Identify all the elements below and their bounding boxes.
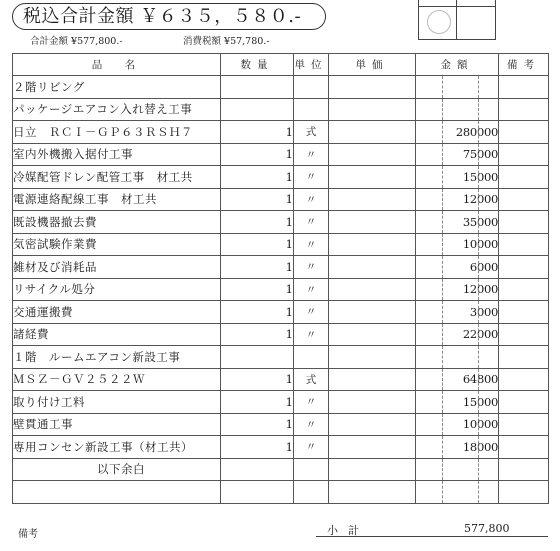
stamp-cell-2: [457, 0, 495, 40]
table-row: [13, 458, 549, 481]
table-row: [13, 413, 549, 436]
amount-cell: 3000: [416, 301, 499, 324]
amount-cell: 22000: [416, 323, 499, 346]
consumption-tax: 消費税額 ¥57,780.-: [183, 36, 270, 47]
table-row: [13, 256, 549, 279]
item-name-cell: [13, 481, 221, 504]
column-header-amount: 金額: [416, 54, 499, 76]
unit-cell: 〃: [294, 301, 329, 324]
remarks-cell: [499, 166, 549, 189]
unit-price-cell: [329, 481, 416, 504]
column-header-unit-price: 単価: [329, 54, 416, 76]
item-name-cell: 取り付け工料: [13, 391, 221, 414]
table-header-row: [13, 54, 549, 76]
amount-cell: [416, 481, 499, 504]
remarks-cell: [499, 458, 549, 481]
item-name-cell: 交通運搬費: [13, 301, 221, 324]
item-name-cell: １階 ルームエアコン新設工事: [13, 346, 221, 369]
item-name-cell: リサイクル処分: [13, 278, 221, 301]
item-name-cell: 雑材及び消耗品: [13, 256, 221, 279]
remarks-cell: [499, 368, 549, 391]
unit-cell: 〃: [294, 143, 329, 166]
item-name-cell: 既設機器撤去費: [13, 211, 221, 234]
stamp-cell-1: [419, 0, 457, 40]
unit-price-cell: [329, 391, 416, 414]
quantity-cell: 1: [221, 301, 294, 324]
table-row: [13, 76, 549, 99]
remarks-cell: [499, 98, 549, 121]
remarks-cell: [499, 188, 549, 211]
item-name-cell: 冷媒配管ドレン配管工事 材工共: [13, 166, 221, 189]
table-row: [13, 301, 549, 324]
unit-price-cell: [329, 413, 416, 436]
table-row: [13, 98, 549, 121]
quantity-cell: 1: [221, 278, 294, 301]
quantity-cell: [221, 481, 294, 504]
item-name-cell: 室内外機搬入据付工事: [13, 143, 221, 166]
unit-cell: 〃: [294, 278, 329, 301]
unit-price-cell: [329, 188, 416, 211]
column-header-item-name: 品 名: [13, 54, 221, 76]
remarks-cell: [499, 436, 549, 459]
item-name-cell: ２階リビング: [13, 76, 221, 99]
amount-cell: 10000: [416, 413, 499, 436]
amount-cell: 75000: [416, 143, 499, 166]
remarks-cell: [499, 413, 549, 436]
quantity-cell: 1: [221, 413, 294, 436]
estimate-table: [12, 53, 549, 504]
column-header-remarks: 備考: [499, 54, 549, 76]
subtotal-underline: [316, 536, 548, 537]
remarks-cell: [499, 233, 549, 256]
unit-cell: [294, 346, 329, 369]
unit-cell: 式: [294, 368, 329, 391]
unit-cell: 〃: [294, 413, 329, 436]
unit-price-cell: [329, 458, 416, 481]
quantity-cell: 1: [221, 368, 294, 391]
table-row: [13, 391, 549, 414]
seal-mark: [427, 10, 451, 34]
table-row: [13, 233, 549, 256]
remarks-cell: [499, 76, 549, 99]
table-row: [13, 166, 549, 189]
item-name-cell: 電源連絡配線工事 材工共: [13, 188, 221, 211]
unit-cell: 〃: [294, 436, 329, 459]
item-name-cell: 壁貫通工事: [13, 413, 221, 436]
table-row: [13, 143, 549, 166]
unit-price-cell: [329, 436, 416, 459]
amount-cell: 12000: [416, 278, 499, 301]
amount-cell: 6000: [416, 256, 499, 279]
unit-price-cell: [329, 166, 416, 189]
amount-cell: 15000: [416, 391, 499, 414]
amount-cell: [416, 76, 499, 99]
quantity-cell: 1: [221, 436, 294, 459]
amount-cell: 64800: [416, 368, 499, 391]
remarks-cell: [499, 121, 549, 144]
remarks-cell: [499, 481, 549, 504]
remarks-cell: [499, 278, 549, 301]
unit-price-cell: [329, 323, 416, 346]
item-name-cell: 以下余白: [13, 458, 221, 481]
remarks-cell: [499, 391, 549, 414]
unit-cell: 式: [294, 121, 329, 144]
unit-price-cell: [329, 76, 416, 99]
column-header-unit: 単位: [294, 54, 329, 76]
amount-cell: 18000: [416, 436, 499, 459]
table-row: [13, 346, 549, 369]
quantity-cell: 1: [221, 211, 294, 234]
unit-cell: [294, 76, 329, 99]
amount-cell: 35000: [416, 211, 499, 234]
subtotal-label: 小計: [327, 524, 369, 537]
amount-cell: 10000: [416, 233, 499, 256]
remarks-cell: [499, 323, 549, 346]
amount-cell: 12000: [416, 188, 499, 211]
quantity-cell: 1: [221, 256, 294, 279]
table-row: [13, 121, 549, 144]
table-row: [13, 481, 549, 504]
remarks-cell: [499, 211, 549, 234]
remarks-cell: [499, 256, 549, 279]
item-name-cell: 諸経費: [13, 323, 221, 346]
unit-cell: 〃: [294, 233, 329, 256]
unit-price-cell: [329, 233, 416, 256]
unit-price-cell: [329, 143, 416, 166]
table-row: [13, 323, 549, 346]
quantity-cell: 1: [221, 233, 294, 256]
amount-cell: 280000: [416, 121, 499, 144]
table-row: [13, 368, 549, 391]
table-row: [13, 188, 549, 211]
remarks-cell: [499, 346, 549, 369]
item-name-cell: ＭＳＺ－ＧＶ２５２２Ｗ: [13, 368, 221, 391]
unit-cell: 〃: [294, 323, 329, 346]
quantity-cell: 1: [221, 188, 294, 211]
table-row: [13, 436, 549, 459]
table-row: [13, 278, 549, 301]
unit-price-cell: [329, 346, 416, 369]
item-name-cell: 専用コンセン新設工事（材工共）: [13, 436, 221, 459]
total-including-tax: 税込合計金額 ￥６３５，５８０.-: [12, 3, 326, 30]
amount-cell: [416, 458, 499, 481]
column-header-quantity: 数量: [221, 54, 294, 76]
item-name-cell: 日立 ＲＣＩ－ＧＰ６３ＲＳＨ７: [13, 121, 221, 144]
item-name-cell: パッケージエアコン入れ替え工事: [13, 98, 221, 121]
quantity-cell: [221, 98, 294, 121]
unit-cell: 〃: [294, 211, 329, 234]
subtotal-value: 577,800: [464, 522, 510, 535]
quantity-cell: 1: [221, 143, 294, 166]
unit-price-cell: [329, 98, 416, 121]
unit-price-cell: [329, 278, 416, 301]
item-name-cell: 気密試験作業費: [13, 233, 221, 256]
quantity-cell: [221, 76, 294, 99]
unit-cell: [294, 98, 329, 121]
quantity-cell: [221, 458, 294, 481]
unit-cell: 〃: [294, 256, 329, 279]
amount-cell: [416, 346, 499, 369]
unit-cell: 〃: [294, 166, 329, 189]
amount-cell: 15000: [416, 166, 499, 189]
unit-price-cell: [329, 121, 416, 144]
quantity-cell: 1: [221, 323, 294, 346]
total-amount: 合計金額 ¥577,800.-: [30, 36, 123, 47]
unit-cell: 〃: [294, 391, 329, 414]
remarks-cell: [499, 143, 549, 166]
unit-price-cell: [329, 368, 416, 391]
unit-cell: [294, 458, 329, 481]
quantity-cell: 1: [221, 121, 294, 144]
amount-cell: [416, 98, 499, 121]
unit-cell: [294, 481, 329, 504]
approval-stamp-box: [418, 0, 496, 40]
remarks-label: 備考: [18, 529, 38, 540]
table-row: [13, 211, 549, 234]
unit-cell: 〃: [294, 188, 329, 211]
unit-price-cell: [329, 256, 416, 279]
unit-price-cell: [329, 211, 416, 234]
quantity-cell: [221, 346, 294, 369]
quantity-cell: 1: [221, 391, 294, 414]
unit-price-cell: [329, 301, 416, 324]
quantity-cell: 1: [221, 166, 294, 189]
remarks-cell: [499, 301, 549, 324]
